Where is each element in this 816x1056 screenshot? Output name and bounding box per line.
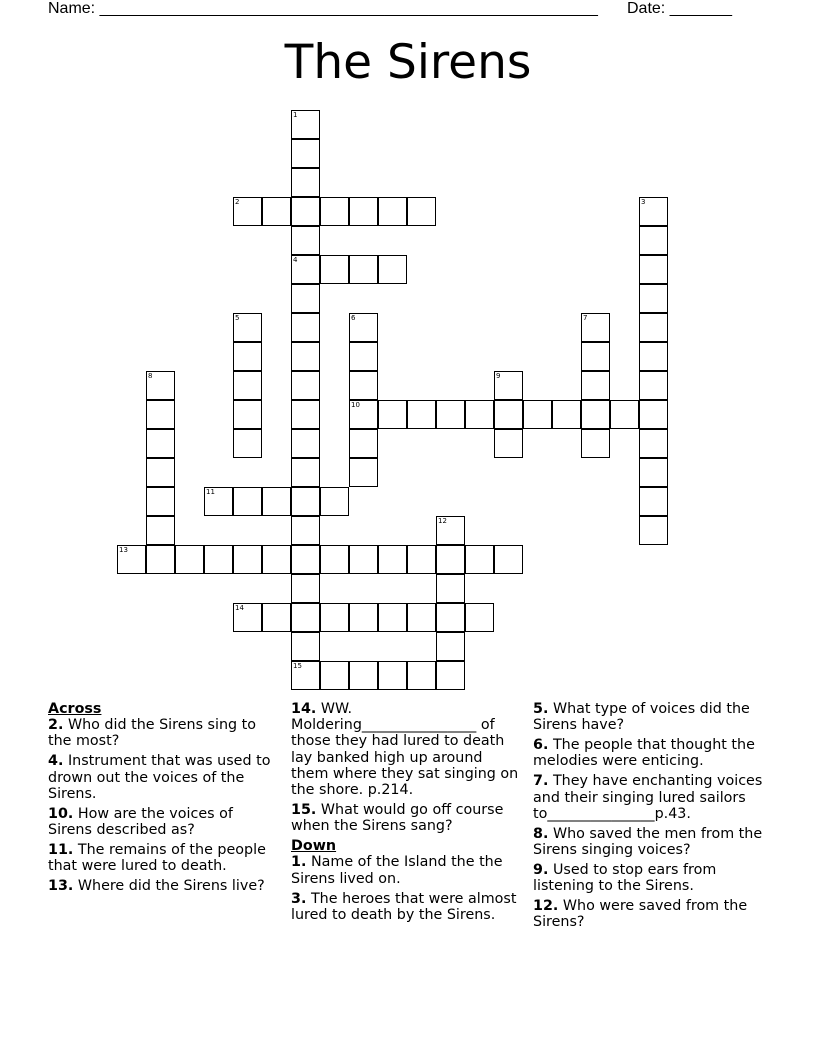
crossword-cell[interactable] (581, 371, 610, 400)
clue-number: 5 (235, 314, 240, 322)
crossword-cell[interactable] (465, 400, 494, 429)
clues-column-2 (291, 701, 523, 927)
crossword-cell[interactable] (291, 168, 320, 197)
crossword-cell[interactable] (204, 487, 233, 516)
crossword-cell[interactable] (407, 545, 436, 574)
crossword-cell[interactable] (291, 458, 320, 487)
crossword-cell[interactable] (291, 255, 320, 284)
crossword-cell[interactable] (436, 661, 465, 690)
down-clue: 9. Used to stop ears from listening to the Sirens. (533, 862, 717, 895)
crossword-cell[interactable] (639, 313, 668, 342)
crossword-cell[interactable] (233, 429, 262, 458)
crossword-cell[interactable] (233, 545, 262, 574)
crossword-cell[interactable] (320, 603, 349, 632)
crossword-cell[interactable] (175, 545, 204, 574)
down-clue: 8. Who saved the men from the Sirens singing voices? (533, 825, 763, 859)
crossword-cell[interactable] (291, 603, 320, 632)
crossword-cell[interactable] (494, 400, 523, 429)
clue-number: 10 (351, 401, 360, 409)
crossword-cell[interactable] (639, 342, 668, 371)
crossword-cell[interactable] (233, 400, 262, 429)
clues-column-1 (48, 701, 280, 898)
crossword-cell[interactable] (233, 603, 262, 632)
crossword-cell[interactable] (291, 197, 320, 226)
crossword-cell[interactable] (146, 487, 175, 516)
crossword-cell[interactable] (291, 661, 320, 690)
clue-number: 4 (293, 256, 298, 264)
crossword-cell[interactable] (581, 400, 610, 429)
crossword-cell[interactable] (639, 255, 668, 284)
crossword-cell[interactable] (291, 342, 320, 371)
crossword-cell[interactable] (262, 545, 291, 574)
down-clue: 1. Name of the Island the the Sirens lived on. (291, 854, 503, 887)
date-field[interactable]: Date: _______ (627, 0, 732, 17)
crossword-cell[interactable] (349, 545, 378, 574)
clues-column-3 (533, 701, 765, 934)
page-title: The Sirens (284, 35, 532, 90)
across-clue: 13. Where did the Sirens live? (48, 878, 265, 895)
crossword-cell[interactable] (639, 487, 668, 516)
down-clue: 12. Who were saved from the Sirens? (533, 898, 748, 931)
crossword-cell[interactable] (407, 197, 436, 226)
across-clue: 4. Instrument that was used to drown out the voices of the Sirens. (48, 753, 271, 802)
crossword-cell[interactable] (233, 197, 262, 226)
crossword-cell[interactable] (320, 255, 349, 284)
clue-number: 7 (583, 314, 588, 322)
crossword-cell[interactable] (146, 545, 175, 574)
crossword-cell[interactable] (233, 342, 262, 371)
crossword-cell[interactable] (291, 487, 320, 516)
crossword-cell[interactable] (291, 545, 320, 574)
crossword-cell[interactable] (436, 400, 465, 429)
crossword-cell[interactable] (320, 545, 349, 574)
crossword-cell[interactable] (291, 516, 320, 545)
clue-number: 12 (438, 517, 447, 525)
crossword-cell[interactable] (262, 487, 291, 516)
crossword-cell[interactable] (262, 197, 291, 226)
crossword-cell[interactable] (639, 516, 668, 545)
crossword-cell[interactable] (349, 197, 378, 226)
crossword-cell[interactable] (291, 574, 320, 603)
crossword-cell[interactable] (639, 400, 668, 429)
crossword-cell[interactable] (407, 400, 436, 429)
clue-number: 1 (293, 111, 298, 119)
crossword-cell[interactable] (378, 400, 407, 429)
crossword-cell[interactable] (378, 545, 407, 574)
crossword-cell[interactable] (494, 429, 523, 458)
crossword-cell[interactable] (349, 429, 378, 458)
crossword-cell[interactable] (262, 603, 291, 632)
clue-number: 6 (351, 314, 356, 322)
down-heading: Down (291, 838, 337, 855)
clue-number: 3 (641, 198, 646, 206)
crossword-cell[interactable] (639, 226, 668, 255)
crossword-cell[interactable] (291, 400, 320, 429)
crossword-cell[interactable] (146, 400, 175, 429)
crossword-cell[interactable] (378, 255, 407, 284)
crossword-cell[interactable] (146, 371, 175, 400)
crossword-cell[interactable] (436, 603, 465, 632)
crossword-cell[interactable] (233, 371, 262, 400)
crossword-cell[interactable] (291, 110, 320, 139)
clue-number: 13 (119, 546, 128, 554)
across-clue: 2. Who did the Sirens sing to the most? (48, 717, 257, 750)
crossword-cell[interactable] (465, 545, 494, 574)
crossword-cell[interactable] (146, 516, 175, 545)
crossword-cell[interactable] (494, 545, 523, 574)
clue-number: 2 (235, 198, 240, 206)
crossword-cell[interactable] (552, 400, 581, 429)
down-clue: 7. They have enchanting voices and their singing lured sailors to_______________p.43. (533, 773, 763, 822)
crossword-cell[interactable] (407, 661, 436, 690)
crossword-cell[interactable] (523, 400, 552, 429)
crossword-cell[interactable] (204, 545, 233, 574)
crossword-cell[interactable] (233, 487, 262, 516)
crossword-cell[interactable] (349, 255, 378, 284)
crossword-cell[interactable] (291, 371, 320, 400)
crossword-cell[interactable] (117, 545, 146, 574)
crossword-cell[interactable] (349, 313, 378, 342)
across-heading: Across (48, 701, 102, 717)
clue-number: 15 (293, 662, 302, 670)
crossword-cell[interactable] (581, 313, 610, 342)
crossword-cell[interactable] (639, 197, 668, 226)
crossword-cell[interactable] (378, 603, 407, 632)
across-clue: 11. The remains of the people that were lured to death. (48, 842, 266, 875)
crossword-cell[interactable] (436, 574, 465, 603)
crossword-cell[interactable] (349, 603, 378, 632)
crossword-cell[interactable] (320, 661, 349, 690)
crossword-cell[interactable] (639, 371, 668, 400)
crossword-cell[interactable] (320, 197, 349, 226)
crossword-cell[interactable] (349, 661, 378, 690)
crossword-cell[interactable] (436, 545, 465, 574)
crossword-cell[interactable] (581, 342, 610, 371)
crossword-cell[interactable] (291, 139, 320, 168)
crossword-cell[interactable] (349, 342, 378, 371)
down-clue: 6. The people that thought the melodies were enticing. (533, 737, 755, 770)
crossword-cell[interactable] (291, 632, 320, 661)
crossword-cell[interactable] (378, 661, 407, 690)
across-clue: 10. How are the voices of Sirens described as? (48, 805, 233, 839)
crossword-cell[interactable] (465, 603, 494, 632)
down-clue: 3. The heroes that were almost lured to death by the Sirens. (291, 890, 517, 923)
across-clue: 14. WW. Moldering________________ of those they had lured to death lay banked high up around them where they sat singing on the shore. p.214. (291, 701, 519, 799)
crossword-cell[interactable] (291, 429, 320, 458)
clue-number: 9 (496, 372, 501, 380)
crossword-cell[interactable] (436, 632, 465, 661)
crossword-cell[interactable] (320, 487, 349, 516)
crossword-cell[interactable] (349, 371, 378, 400)
crossword-cell[interactable] (349, 458, 378, 487)
crossword-cell[interactable] (407, 603, 436, 632)
crossword-cell[interactable] (146, 429, 175, 458)
clue-number: 8 (148, 372, 153, 380)
clue-number: 14 (235, 604, 244, 612)
down-clue: 5. What type of voices did the Sirens have? (533, 701, 750, 734)
crossword-cell[interactable] (378, 197, 407, 226)
crossword-cell[interactable] (610, 400, 639, 429)
name-field[interactable]: Name: ________________________________________________________ (48, 0, 598, 17)
crossword-cell[interactable] (291, 284, 320, 313)
crossword-cell[interactable] (494, 371, 523, 400)
crossword-cell[interactable] (639, 284, 668, 313)
crossword-cell[interactable] (639, 429, 668, 458)
crossword-cell[interactable] (349, 400, 378, 429)
crossword-cell[interactable] (233, 313, 262, 342)
crossword-cell[interactable] (291, 226, 320, 255)
clue-number: 11 (206, 488, 215, 496)
crossword-cell[interactable] (581, 429, 610, 458)
across-clue: 15. What would go off course when the Sirens sang? (291, 802, 504, 835)
crossword-cell[interactable] (639, 458, 668, 487)
crossword-cell[interactable] (291, 313, 320, 342)
crossword-cell[interactable] (436, 516, 465, 545)
crossword-cell[interactable] (146, 458, 175, 487)
